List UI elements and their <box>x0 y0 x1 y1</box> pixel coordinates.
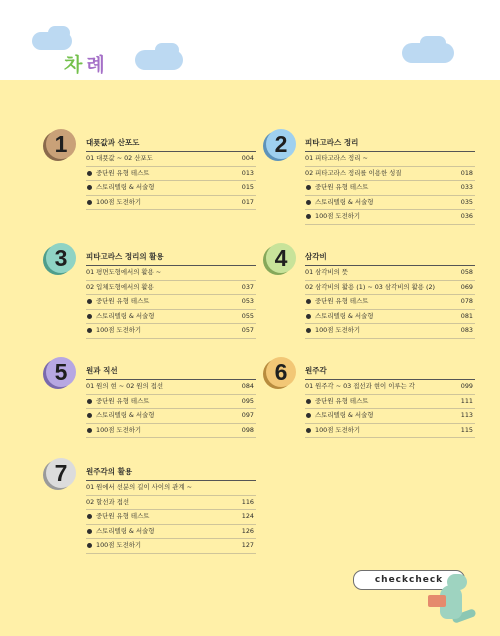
toc-entry-label: 중단원 유형 테스트 <box>96 297 150 305</box>
toc-entry[interactable] <box>305 152 475 167</box>
chapter-number-badge <box>46 357 76 387</box>
toc-entry-label: 스토리텔링 & 서술형 <box>315 411 374 419</box>
title-part2: 례 <box>86 54 109 76</box>
bullet-icon <box>306 314 311 319</box>
toc-entry-page: 113 <box>460 411 473 419</box>
toc-entry-label-wrap <box>86 395 149 409</box>
toc-entry-label-wrap <box>305 324 360 338</box>
chapter-section <box>305 251 475 339</box>
chapter-number: 2 <box>274 131 288 157</box>
toc-entry-label: 스토리텔링 & 서술형 <box>96 411 155 419</box>
chapter-title: 원주각의 활용 <box>86 466 256 481</box>
bullet-icon <box>87 413 92 418</box>
toc-entry-label: 스토리텔링 & 서술형 <box>315 311 374 320</box>
toc-entry[interactable] <box>305 196 475 211</box>
toc-entry[interactable] <box>86 281 256 296</box>
toc-entry[interactable] <box>86 167 256 182</box>
chapter-number: 3 <box>54 245 68 271</box>
toc-entry-label-wrap <box>305 395 368 409</box>
chapter-number-badge <box>46 458 76 488</box>
toc-entry-label-wrap <box>86 266 161 280</box>
bullet-icon <box>87 171 92 176</box>
toc-entry-page: 098 <box>241 425 254 434</box>
toc-entry-label-wrap <box>86 196 141 210</box>
toc-entry[interactable] <box>86 424 256 439</box>
chapter-number: 1 <box>54 131 68 157</box>
bullet-icon <box>87 328 92 333</box>
toc-entry-label-wrap <box>305 424 360 438</box>
toc-entry-page <box>254 481 256 495</box>
toc-entry-page: 017 <box>241 197 254 206</box>
chapter-section <box>305 365 475 438</box>
toc-entry-page: 097 <box>241 411 254 419</box>
toc-entry-label-wrap <box>86 281 154 295</box>
toc-entry-label-wrap <box>305 310 373 324</box>
toc-entry[interactable] <box>86 266 256 281</box>
toc-entry-label: 스토리텔링 & 서술형 <box>96 183 155 191</box>
toc-entry-label-wrap <box>86 310 154 324</box>
bullet-icon <box>306 299 311 304</box>
chapter-number-badge <box>266 243 296 273</box>
toc-entry[interactable] <box>305 310 475 325</box>
toc-entry[interactable] <box>86 510 256 525</box>
toc-entry[interactable] <box>86 310 256 325</box>
cloud-decoration <box>420 36 446 50</box>
bullet-icon <box>306 328 311 333</box>
toc-entry[interactable] <box>305 324 475 339</box>
book-illustration <box>428 595 446 607</box>
toc-entry-label: 02 피타고라스 정리를 이용한 성질 <box>305 168 402 177</box>
toc-entry-label: 01 원주각 ~ 03 접선과 현이 이루는 각 <box>305 382 415 390</box>
chapter-title: 피타고라스 정리의 활용 <box>86 251 256 266</box>
chapter-section <box>86 137 256 210</box>
toc-entry-label: 100점 도전하기 <box>315 212 361 220</box>
bullet-icon <box>87 314 92 319</box>
toc-entry-page: 078 <box>460 297 473 305</box>
toc-entry[interactable] <box>305 210 475 225</box>
toc-entry[interactable] <box>305 380 475 395</box>
toc-entry-page: 055 <box>241 311 254 320</box>
toc-entry-page: 083 <box>460 326 473 334</box>
toc-entry-page: 053 <box>241 297 254 305</box>
toc-entry-label-wrap <box>305 380 415 394</box>
toc-entry-label: 스토리텔링 & 서술형 <box>315 197 374 206</box>
toc-entry[interactable] <box>86 395 256 410</box>
bullet-icon <box>306 185 311 190</box>
toc-entry-page: 127 <box>241 541 254 549</box>
chapter-number: 4 <box>274 245 288 271</box>
toc-entry-label: 중단원 유형 테스트 <box>96 512 150 520</box>
chapter-section <box>86 251 256 339</box>
toc-entry[interactable] <box>305 424 475 439</box>
toc-entry-label-wrap <box>86 295 149 309</box>
toc-entry-page: 115 <box>460 425 473 434</box>
bullet-icon <box>87 514 92 519</box>
toc-entry-label: 100점 도전하기 <box>315 425 361 434</box>
chapter-section <box>86 365 256 438</box>
toc-entry-label-wrap <box>86 496 129 510</box>
toc-entry-label: 100점 도전하기 <box>96 197 142 206</box>
toc-entry-label: 100점 도전하기 <box>96 541 142 549</box>
toc-entry-label: 01 평면도형에서의 활용 ~ <box>86 268 162 276</box>
toc-entry-label-wrap <box>305 181 368 195</box>
toc-entry-label: 01 원에서 선분의 길이 사이의 관계 ~ <box>86 483 192 491</box>
bullet-icon <box>306 200 311 205</box>
checkcheck-label: checkcheck <box>353 570 465 590</box>
toc-entry-label-wrap <box>86 525 154 539</box>
toc-entry-label-wrap <box>86 481 192 495</box>
cloud-decoration <box>155 43 179 57</box>
chapter-section <box>86 466 256 554</box>
toc-entry-label-wrap <box>86 181 154 195</box>
toc-entry-page: 111 <box>460 396 473 405</box>
toc-entry[interactable] <box>86 496 256 511</box>
toc-entry[interactable] <box>86 295 256 310</box>
toc-entry[interactable] <box>86 481 256 496</box>
toc-entry[interactable] <box>86 525 256 540</box>
toc-entry-label: 02 삼각비의 활용 (1) ~ 03 삼각비의 활용 (2) <box>305 282 436 291</box>
bullet-icon <box>87 428 92 433</box>
toc-entry-label-wrap <box>305 210 360 224</box>
toc-entry-page: 018 <box>460 168 473 177</box>
toc-entry-page: 069 <box>460 282 473 291</box>
toc-entry-page <box>473 152 475 166</box>
bullet-icon <box>87 299 92 304</box>
toc-entry-page: 095 <box>241 396 254 405</box>
toc-entry-label-wrap <box>86 424 141 438</box>
chapter-title: 피타고라스 정리 <box>305 137 475 152</box>
toc-entry-page: 057 <box>241 326 254 334</box>
toc-entry-label: 01 원의 현 ~ 02 원의 접선 <box>86 382 164 390</box>
toc-entry-label-wrap <box>305 152 368 166</box>
toc-entry-label-wrap <box>305 409 373 423</box>
toc-entry-page: 037 <box>241 282 254 291</box>
toc-entry-label: 02 할선과 접선 <box>86 497 130 506</box>
toc-entry-label-wrap <box>305 266 348 280</box>
bullet-icon <box>87 399 92 404</box>
toc-entry-label-wrap <box>305 167 402 181</box>
chapter-title: 삼각비 <box>305 251 475 266</box>
toc-entry-label-wrap <box>86 152 153 166</box>
chapter-number-badge <box>266 129 296 159</box>
toc-entry-label: 중단원 유형 테스트 <box>315 297 369 305</box>
toc-entry-page: 116 <box>241 497 254 506</box>
chapter-number: 5 <box>54 359 68 385</box>
toc-entry-label: 100점 도전하기 <box>315 326 361 334</box>
cloud-decoration <box>48 26 70 40</box>
toc-entry-page: 081 <box>460 311 473 320</box>
toc-entry-page: 033 <box>460 183 473 191</box>
toc-entry-page: 004 <box>241 154 254 162</box>
toc-entry[interactable] <box>86 539 256 554</box>
chapter-number-badge <box>266 357 296 387</box>
toc-entry[interactable] <box>305 281 475 296</box>
toc-entry-page: 124 <box>241 512 254 520</box>
toc-entry-page: 099 <box>460 382 473 390</box>
chapter-title: 원주각 <box>305 365 475 380</box>
toc-entry-page: 013 <box>241 168 254 177</box>
page-title <box>64 50 109 77</box>
toc-entry-page: 058 <box>460 268 473 276</box>
toc-entry[interactable] <box>305 409 475 424</box>
chapter-title: 대푯값과 산포도 <box>86 137 256 152</box>
toc-entry-page: 084 <box>241 382 254 390</box>
toc-entry-label: 01 대푯값 ~ 02 산포도 <box>86 154 153 162</box>
toc-entry-label: 100점 도전하기 <box>96 326 142 334</box>
toc-entry-page: 015 <box>241 183 254 191</box>
toc-entry[interactable] <box>86 324 256 339</box>
toc-entry-label: 01 피타고라스 정리 ~ <box>305 154 368 162</box>
bullet-icon <box>87 200 92 205</box>
toc-entry-label: 01 삼각비의 뜻 <box>305 268 349 276</box>
toc-entry-page: 126 <box>241 526 254 535</box>
toc-entry-label: 중단원 유형 테스트 <box>96 396 150 405</box>
toc-entry-label-wrap <box>305 196 373 210</box>
chapter-number: 7 <box>54 460 68 486</box>
dinosaur-illustration <box>447 574 467 590</box>
toc-entry-label-wrap <box>86 380 163 394</box>
toc-entry-page <box>254 266 256 280</box>
toc-entry-label: 02 입체도형에서의 활용 <box>86 282 154 291</box>
bullet-icon <box>306 214 311 219</box>
toc-entry[interactable] <box>86 181 256 196</box>
toc-entry-label: 스토리텔링 & 서술형 <box>96 311 155 320</box>
toc-entry[interactable] <box>86 152 256 167</box>
toc-entry-label-wrap <box>305 281 435 295</box>
chapter-title: 원과 직선 <box>86 365 256 380</box>
toc-entry[interactable] <box>86 380 256 395</box>
title-part1: 차 <box>64 54 87 76</box>
toc-entry-label-wrap <box>86 539 141 553</box>
chapter-number: 6 <box>274 359 288 385</box>
toc-entry-label-wrap <box>86 324 141 338</box>
toc-entry[interactable] <box>305 395 475 410</box>
chapter-number-badge <box>46 243 76 273</box>
toc-entry[interactable] <box>305 181 475 196</box>
toc-entry[interactable] <box>305 266 475 281</box>
toc-entry-label: 100점 도전하기 <box>96 425 142 434</box>
bullet-icon <box>306 428 311 433</box>
bullet-icon <box>87 543 92 548</box>
toc-entry-page: 035 <box>460 197 473 206</box>
bullet-icon <box>87 529 92 534</box>
toc-entry[interactable] <box>305 167 475 182</box>
bullet-icon <box>306 413 311 418</box>
toc-entry[interactable] <box>86 409 256 424</box>
toc-entry-label-wrap <box>305 295 368 309</box>
toc-entry-label: 중단원 유형 테스트 <box>96 168 150 177</box>
bullet-icon <box>87 185 92 190</box>
toc-entry-label: 스토리텔링 & 서술형 <box>96 526 155 535</box>
toc-entry-label-wrap <box>86 167 149 181</box>
toc-entry-label-wrap <box>86 409 154 423</box>
toc-entry[interactable] <box>86 196 256 211</box>
chapter-section <box>305 137 475 225</box>
page-header <box>0 0 500 80</box>
toc-entry-label-wrap <box>86 510 149 524</box>
bullet-icon <box>306 399 311 404</box>
toc-entry-page: 036 <box>460 212 473 220</box>
toc-entry-label: 중단원 유형 테스트 <box>315 396 369 405</box>
chapter-number-badge <box>46 129 76 159</box>
toc-entry-label: 중단원 유형 테스트 <box>315 183 369 191</box>
toc-entry[interactable] <box>305 295 475 310</box>
